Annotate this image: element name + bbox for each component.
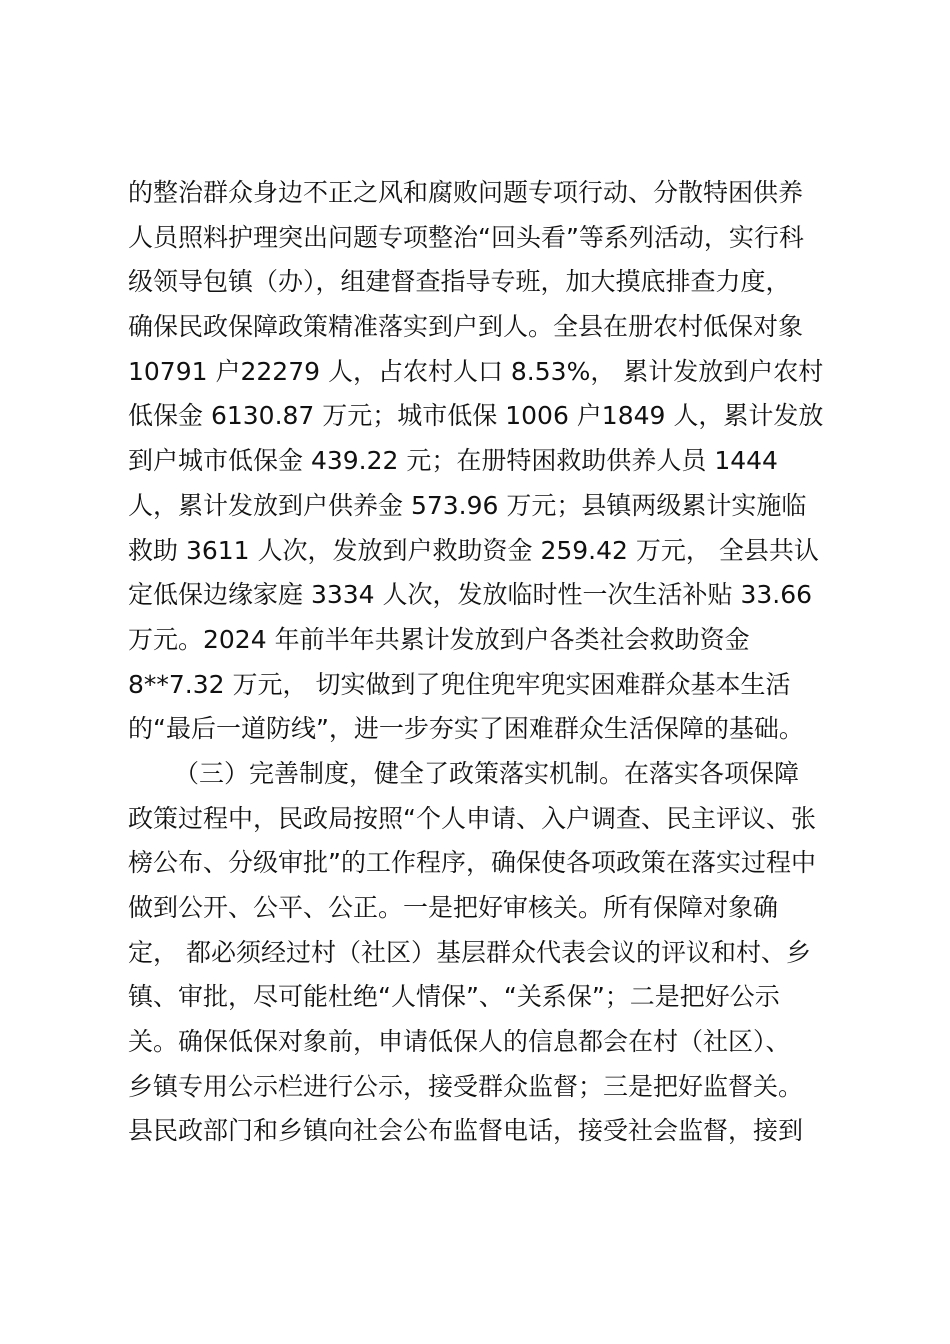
text-line-13: 的“最后一道防线”，进一步夯实了困难群众生活保障的基础。: [128, 714, 804, 744]
text-line-21: 乡镇专用公示栏进行公示，接受群众监督；三是把好监督关。: [128, 1071, 804, 1101]
section-heading-line: （三）完善制度，健全了政策落实机制。在落实各项保障: [174, 758, 800, 788]
text-line-2: 人员照料护理突出问题专项整治“回头看”等系列活动，实行科: [128, 222, 804, 252]
text-line-8: 人，累计发放到户供养金 573.96 万元；县镇两级累计实施临: [128, 490, 807, 520]
text-line-5: 10791 户22279 人，占农村人口 8.53%， 累计发放到户农村: [128, 356, 824, 386]
text-line-15: 政策过程中，民政局按照“个人申请、入户调查、民主评议、张: [128, 803, 816, 833]
text-line-9: 救助 3611 人次，发放到户救助资金 259.42 万元， 全县共认: [128, 535, 819, 565]
text-line-12: 8**7.32 万元， 切实做到了兜住兜牢兜实困难群众基本生活: [128, 669, 791, 699]
body-text: [128, 171, 848, 1154]
text-line-18: 定， 都必须经过村（社区）基层群众代表会议的评议和村、乡: [128, 937, 811, 967]
text-line-20: 关。确保低保对象前，申请低保人的信息都会在村（社区）、: [128, 1027, 791, 1057]
text-line-11: 万元。2024 年前半年共累计发放到户各类社会救助资金: [128, 624, 750, 654]
text-line-16: 榜公布、分级审批”的工作程序，确保使各项政策在落实过程中: [128, 848, 816, 878]
text-line-19: 镇、审批，尽可能杜绝“人情保”、“关系保”；二是把好公示: [128, 982, 780, 1012]
text-line-22: 县民政部门和乡镇向社会公布监督电话，接受社会监督，接到: [128, 1116, 804, 1146]
text-line-10: 定低保边缘家庭 3334 人次，发放临时性一次生活补贴 33.66: [128, 580, 813, 610]
text-line-17: 做到公开、公平、公正。一是把好审核关。所有保障对象确: [128, 893, 779, 922]
text-line-4: 确保民政保障政策精准落实到户到人。全县在册农村低保对象: [128, 312, 804, 342]
text-line-1: 的整治群众身边不正之风和腐败问题专项行动、分散特困供养: [128, 178, 804, 207]
text-line-3: 级领导包镇（办），组建督查指导专班，加大摸底排查力度，: [128, 267, 791, 297]
text-line-7: 到户城市低保金 439.22 元；在册特困救助供养人员 1444: [128, 446, 778, 476]
text-line-6: 低保金 6130.87 万元；城市低保 1006 户1849 人，累计发放: [128, 401, 824, 431]
